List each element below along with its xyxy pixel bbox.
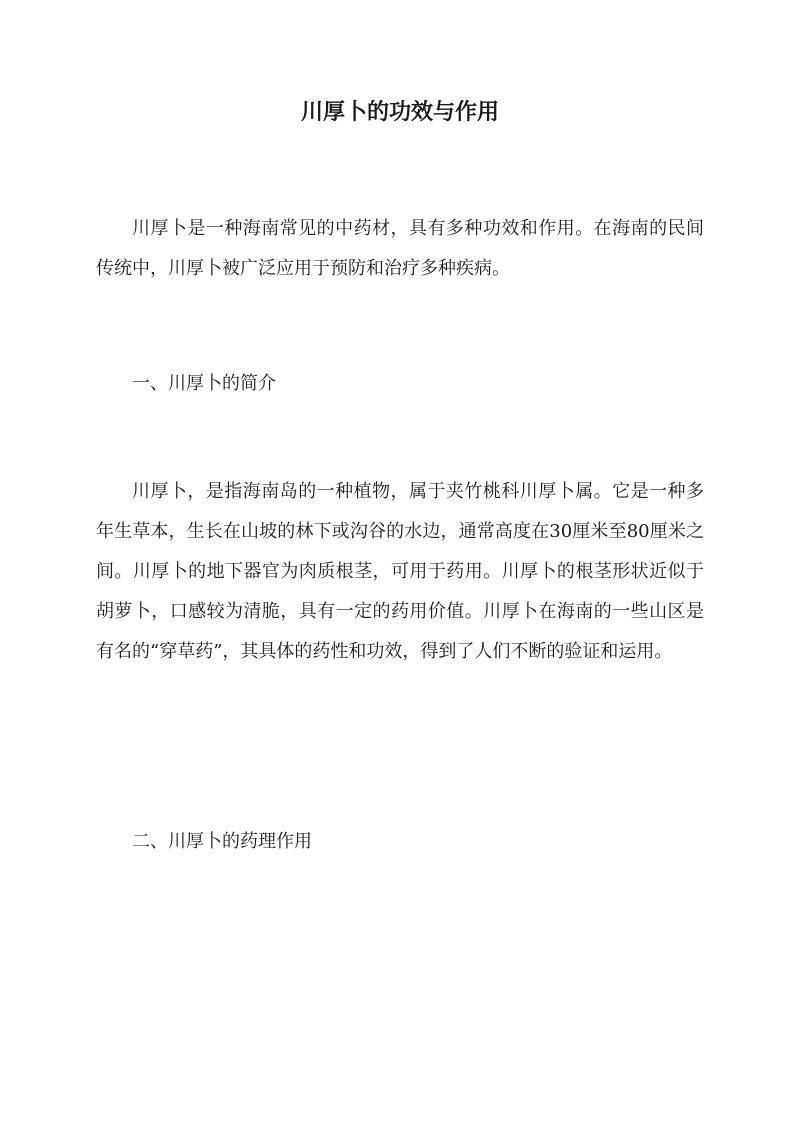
introduction-paragraph: 川厚卜，是指海南岛的一种植物，属于夹竹桃科川厚卜属。它是一种多年生草本，生长在山坡的林下或沟谷的水边，通常高度在30厘米至80厘米之间。川厚卜的地下器官为肉质根茎，可用于药用。川厚卜的根茎形状近似于胡萝卜，口感较为清脆，具有一定的药用价值。川厚卜在海南的一些山区是有名的“穿草药”，其具体的药性和功效，得到了人们不断的验证和运用。 bbox=[96, 481, 704, 662]
intro-paragraph: 川厚卜是一种海南常见的中药材，具有多种功效和作用。在海南的民间传统中，川厚卜被广泛应用于预防和治疗多种疾病。 bbox=[96, 218, 704, 279]
document-title: 川厚卜的功效与作用 bbox=[300, 99, 499, 125]
section-heading-introduction: 一、川厚卜的简介 bbox=[132, 373, 276, 394]
section-heading-pharmacology: 二、川厚卜的药理作用 bbox=[132, 831, 312, 852]
